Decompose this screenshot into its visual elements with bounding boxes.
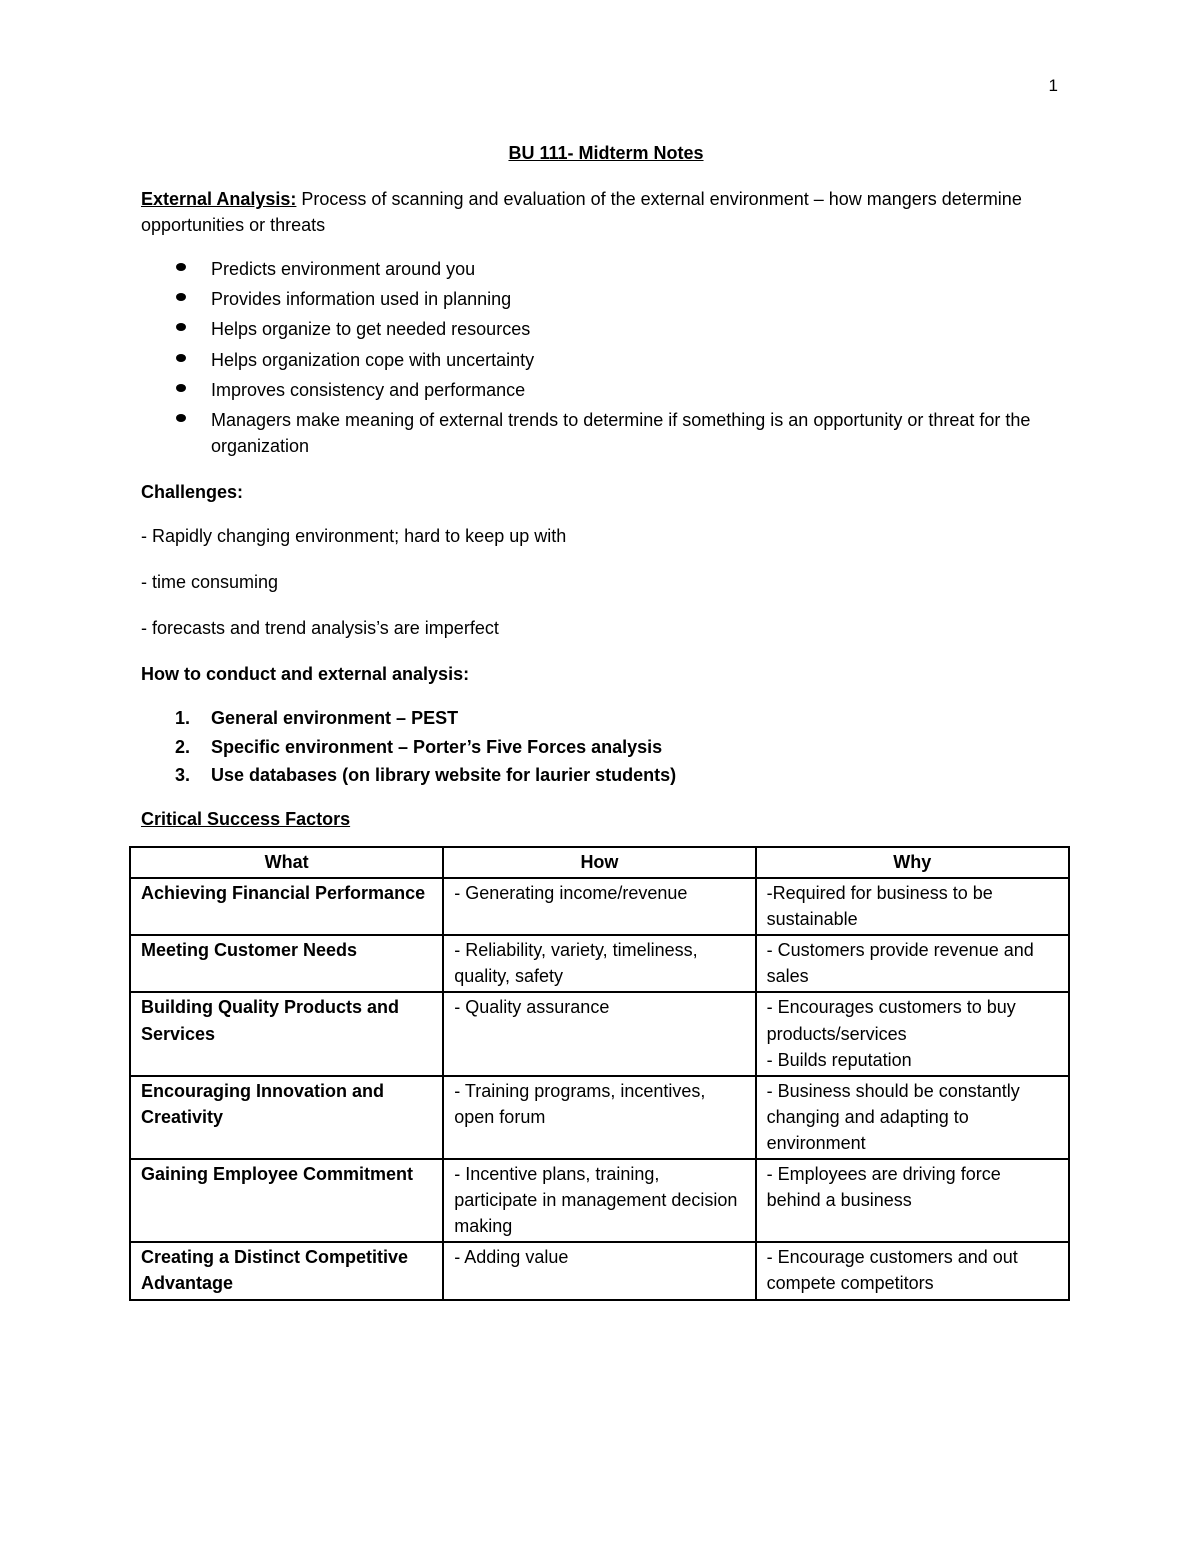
list-item [141, 705, 1071, 731]
page-number: 1 [1048, 76, 1058, 95]
challenges-heading: Challenges: [141, 481, 244, 502]
bullet-text: Helps organize to get needed resources [211, 319, 531, 340]
column-header-how: How [443, 847, 755, 878]
list-item [141, 256, 1071, 282]
cell-what: Achieving Financial Performance [130, 878, 443, 935]
cell-why: - Customers provide revenue and sales [756, 935, 1069, 992]
table-row [130, 935, 1069, 992]
cell-what: Gaining Employee Commitment [130, 1159, 443, 1242]
list-item [141, 316, 1071, 342]
table-row [130, 878, 1069, 935]
cell-what: Meeting Customer Needs [130, 935, 443, 992]
table-row [130, 1076, 1069, 1159]
challenge-item: - forecasts and trend analysis’s are imperfect [141, 618, 499, 639]
step-text: Use databases (on library website for laurier students) [211, 764, 677, 785]
cell-why: - Encourages customers to buy products/services - Builds reputation [756, 992, 1069, 1075]
cell-how: - Incentive plans, training, participate in management decision making [443, 1159, 755, 1242]
document-title: BU 111- Midterm Notes [508, 143, 704, 163]
cell-how: - Quality assurance [443, 992, 755, 1075]
cell-what: Encouraging Innovation and Creativity [130, 1076, 443, 1159]
cell-how: - Reliability, variety, timeliness, quality, safety [443, 935, 755, 992]
step-number: 3. [175, 764, 191, 785]
bullet-text: Improves consistency and performance [211, 379, 526, 400]
list-item [141, 762, 1071, 788]
table-row [130, 992, 1069, 1075]
cell-what: Building Quality Products and Services [130, 992, 443, 1075]
cell-why: - Encourage customers and out compete competitors [756, 1242, 1069, 1299]
how-to-steps [141, 705, 1071, 787]
challenge-item: - time consuming [141, 572, 279, 593]
bullet-icon [176, 354, 186, 362]
table-header-row [130, 847, 1069, 878]
bullet-icon [176, 323, 186, 331]
list-item [141, 407, 1071, 459]
cell-how: - Generating income/revenue [443, 878, 755, 935]
cell-how: - Training programs, incentives, open forum [443, 1076, 755, 1159]
step-number: 2. [175, 736, 191, 757]
how-to-heading: How to conduct and external analysis: [141, 664, 470, 685]
document-body [141, 140, 1071, 848]
csf-heading: Critical Success Factors [141, 808, 351, 829]
cell-why: - Business should be constantly changing and adapting to environment [756, 1076, 1069, 1159]
table-row [130, 1159, 1069, 1242]
bullet-icon [176, 384, 186, 392]
bullet-icon [176, 414, 186, 422]
step-text: Specific environment – Porter’s Five Forces analysis [211, 736, 663, 757]
bullet-text: Helps organization cope with uncertainty [211, 349, 535, 370]
table-row [130, 1242, 1069, 1299]
bullet-text: Managers make meaning of external trends to determine if something is an opportunity or threat for the organization [211, 409, 1031, 456]
list-item [141, 734, 1071, 760]
bullet-icon [176, 293, 186, 301]
cell-why: -Required for business to be sustainable [756, 878, 1069, 935]
list-item [141, 347, 1071, 373]
csf-table [129, 846, 1070, 1301]
bullet-icon [176, 263, 186, 271]
cell-what: Creating a Distinct Competitive Advantage [130, 1242, 443, 1299]
step-number: 1. [175, 708, 191, 729]
column-header-what: What [130, 847, 443, 878]
step-text: General environment – PEST [211, 708, 459, 729]
challenge-item: - Rapidly changing environment; hard to keep up with [141, 526, 567, 547]
list-item [141, 286, 1071, 312]
list-item [141, 377, 1071, 403]
bullet-text: Predicts environment around you [211, 259, 476, 280]
external-analysis-text: Process of scanning and evaluation of the external environment – how mangers determine opportunities or threats [141, 189, 1022, 236]
cell-how: - Adding value [443, 1242, 755, 1299]
bullet-text: Provides information used in planning [211, 289, 512, 310]
column-header-why: Why [756, 847, 1069, 878]
external-analysis-definition [141, 186, 1071, 238]
external-analysis-bullets [141, 256, 1071, 459]
external-analysis-label: External Analysis: [141, 189, 297, 210]
cell-why: - Employees are driving force behind a business [756, 1159, 1069, 1242]
